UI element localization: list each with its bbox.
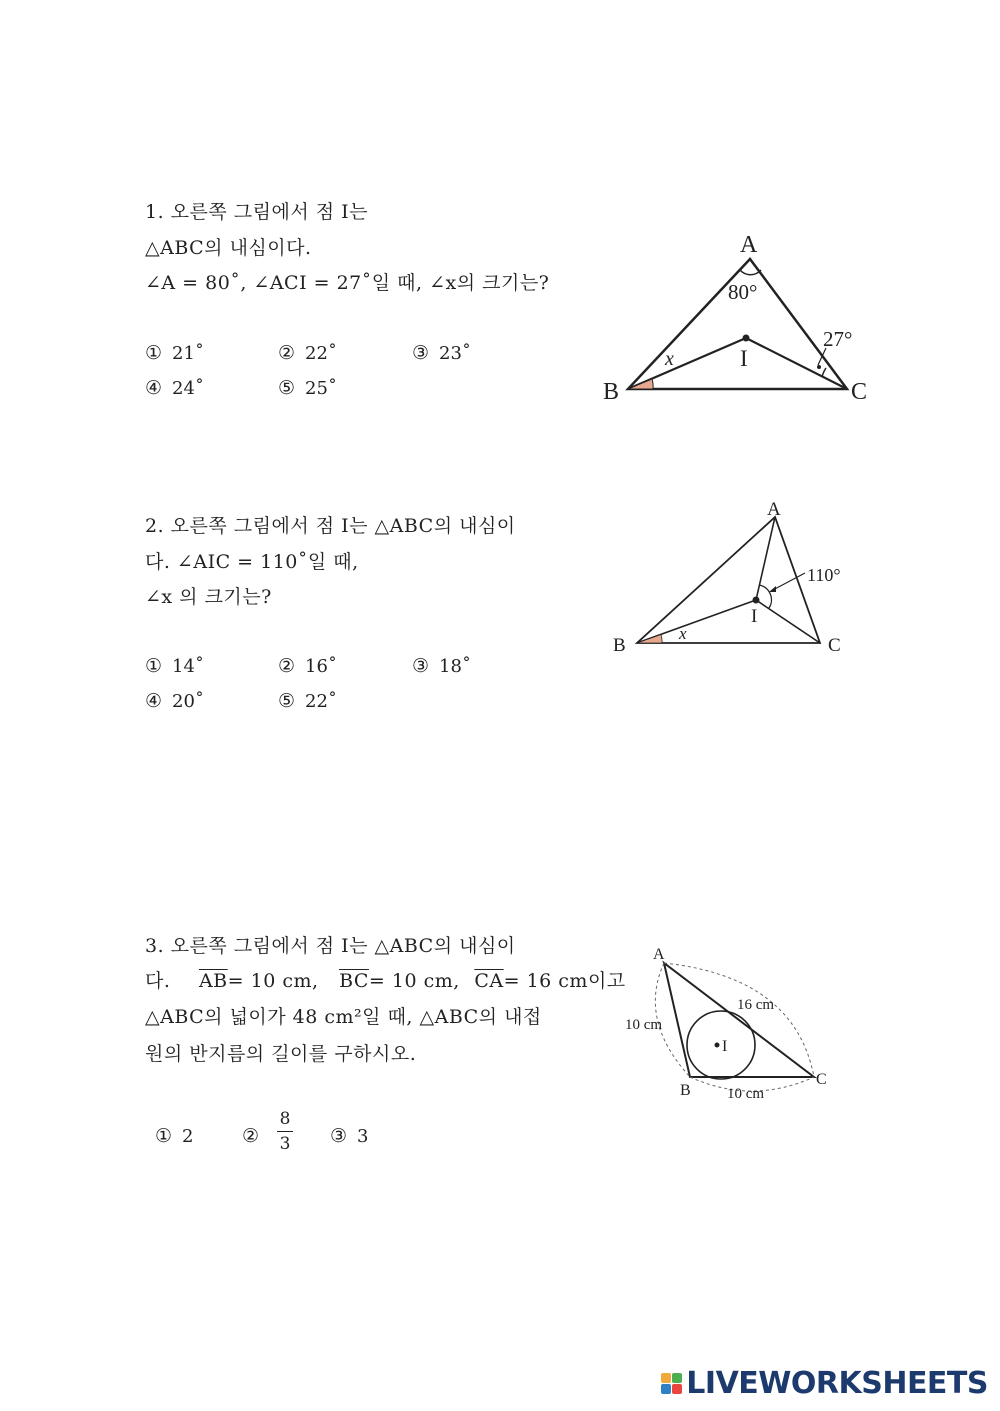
q1-label-b: B (603, 379, 620, 405)
q2-choice-1[interactable]: ① 14˚ (145, 655, 204, 677)
q1-line2: △ABC의 내심이다. (145, 237, 312, 259)
q2-label-110: 110° (807, 565, 841, 585)
logo-mark-icon (661, 1373, 682, 1394)
q1-label-i: I (740, 346, 748, 371)
q3-line3: △ABC의 넓이가 48 cm²일 때, △ABC의 내접 (145, 1006, 542, 1028)
q3-label-c: C (816, 1071, 827, 1088)
q3-line4: 원의 반지름의 길이를 구하시오. (145, 1043, 417, 1065)
q3-seg-bc: $\overline{BC}$ (339, 970, 369, 992)
q3-label-a: A (653, 946, 665, 963)
q2-line2: 다. ∠AIC = 110˚일 때, (145, 551, 359, 573)
q1-label-c: C (851, 379, 868, 405)
q3-triangle (664, 963, 814, 1077)
q1-choice-2[interactable]: ② 22˚ (278, 342, 337, 364)
q2-label-x: x (679, 624, 687, 643)
q2-choice-5[interactable]: ⑤ 22˚ (278, 690, 337, 712)
q2-figure (605, 495, 865, 665)
q3-seg-ca: $\overline{CA}$ (474, 970, 504, 992)
q2-line1: 2. 오른쪽 그림에서 점 I는 △ABC의 내심이 (145, 515, 516, 537)
q3-choice-1[interactable]: ① 2 (155, 1125, 194, 1147)
q2-line3: ∠x 의 크기는? (145, 586, 272, 608)
q3-line2-start: 다. (145, 970, 171, 992)
q3-label-ca: 16 cm (737, 997, 775, 1013)
q3-seg-ca-val: = 16 cm이고 (503, 970, 626, 992)
q1-choice-5[interactable]: ⑤ 25˚ (278, 377, 337, 399)
q3-label-i: I (722, 1038, 728, 1055)
q3-incircle (687, 1011, 755, 1079)
q2-label-i: I (751, 606, 758, 627)
q3-frac-num: 8 (279, 1109, 291, 1129)
q1-figure (595, 225, 885, 410)
q1-choice-4[interactable]: ④ 24˚ (145, 377, 204, 399)
q3-frac-den: 3 (279, 1134, 291, 1154)
q2-segment-ci (756, 600, 820, 643)
q3-line2 (145, 969, 626, 993)
q1-angle-c-dot (817, 365, 821, 369)
q1-label-80: 80° (728, 280, 758, 304)
q1-line3: ∠A = 80˚, ∠ACI = 27˚일 때, ∠x의 크기는? (145, 272, 550, 294)
q1-label-27: 27° (823, 327, 853, 351)
q2-incenter-dot (753, 597, 760, 604)
q1-line1: 1. 오른쪽 그림에서 점 I는 (145, 201, 368, 223)
q3-choice-2-fraction (277, 1109, 293, 1154)
q2-label-c: C (828, 635, 841, 656)
logo-text: LIVEWORKSHEETS (686, 1365, 988, 1401)
q1-triangle (628, 259, 847, 389)
q3-line1: 3. 오른쪽 그림에서 점 I는 △ABC의 내심이 (145, 935, 516, 957)
q1-incenter-dot (743, 335, 750, 342)
q3-choice-2[interactable]: ② (242, 1125, 260, 1147)
q3-label-ab: 10 cm (625, 1017, 663, 1033)
q2-choice-2[interactable]: ② 16˚ (278, 655, 337, 677)
q3-label-bc: 10 cm (727, 1086, 765, 1102)
q3-incenter-dot (715, 1043, 720, 1048)
q3-seg-ab: $\overline{AB}$ (198, 970, 228, 992)
q3-seg-bc-val: = 10 cm, (368, 970, 460, 992)
q1-angle-c-arc (822, 368, 826, 377)
q1-label-x: x (665, 348, 674, 370)
q3-figure (620, 935, 840, 1110)
q1-choice-3[interactable]: ③ 23˚ (412, 342, 471, 364)
q3-label-b: B (680, 1082, 691, 1099)
q2-angle-i-arc (759, 585, 771, 608)
liveworksheets-logo (661, 1363, 988, 1403)
q3-seg-ab-val: = 10 cm, (227, 970, 319, 992)
q1-choice-1[interactable]: ① 21˚ (145, 342, 204, 364)
q2-label-a: A (767, 499, 781, 520)
q2-label-b: B (613, 635, 626, 656)
q2-choice-3[interactable]: ③ 18˚ (412, 655, 471, 677)
q2-pointer-arrow (769, 586, 776, 592)
q1-label-a: A (740, 232, 758, 258)
q3-choice-3[interactable]: ③ 3 (330, 1125, 369, 1147)
q2-choice-4[interactable]: ④ 20˚ (145, 690, 204, 712)
